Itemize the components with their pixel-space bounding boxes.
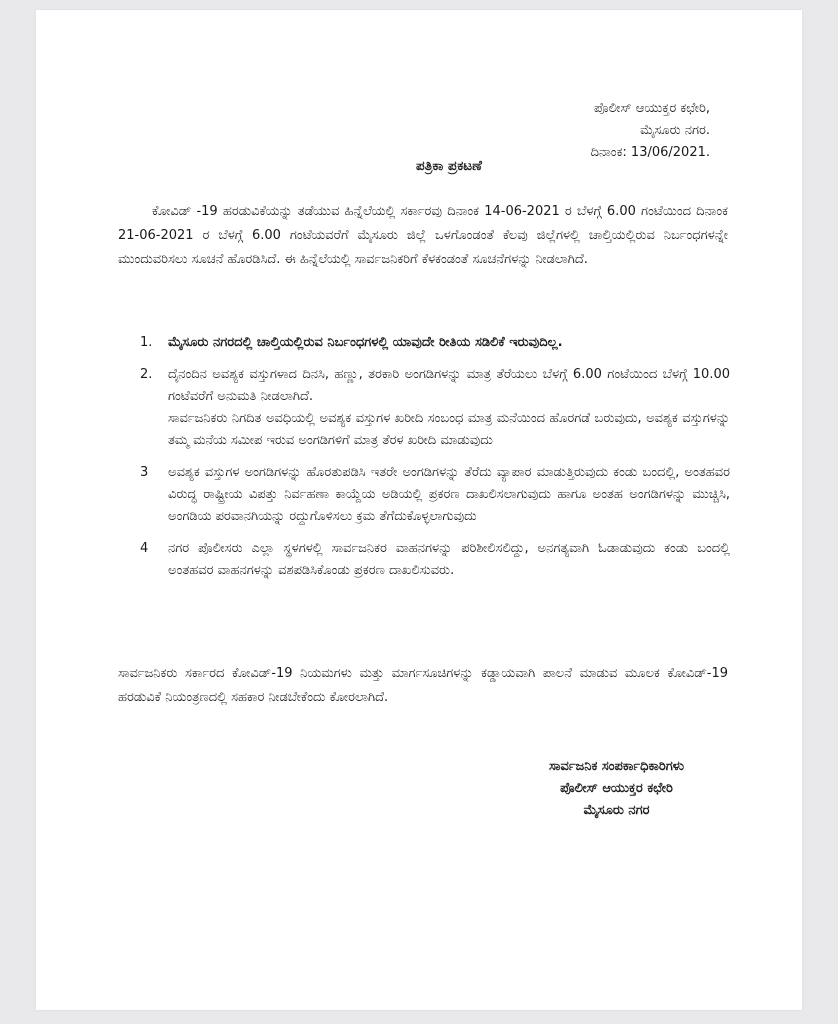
closing-paragraph: ಸಾರ್ವಜನಿಕರು ಸರ್ಕಾರದ ಕೋವಿಡ್-19 ನಿಯಮಗಳು ಮತ್ತು ಮಾರ್ಗಸೂಚಿಗಳನ್ನು ಕಡ್ಡಾಯವಾಗಿ ಪಾಲನೆ ಮಾಡುವ ಮೂಲಕ ಕೋವಿಡ್-19 ಹರಡುವಿಕೆ ನಿಯಂತ್ರಣದಲ್ಲಿ ಸಹಕಾರ ನೀಡಬೇಕೆಂದು ಕೋರಲಾಗಿದೆ. bbox=[118, 666, 728, 705]
item-text: ನಗರ ಪೊಲೀಸರು ಎಲ್ಲಾ ಸ್ಥಳಗಳಲ್ಲಿ ಸಾರ್ವಜನಿಕರ ವಾಹನಗಳನ್ನು ಪರಿಶೀಲಿಸಲಿದ್ದು, ಅನಗತ್ಯವಾಗಿ ಓಡಾಡುವುದು ಕಂಡು ಬಂದಲ್ಲಿ ಅಂತಹವರ ವಾಹನಗಳನ್ನು ವಶಪಡಿಸಿಕೊಂಡು ಪ್ರಕರಣ ದಾಖಲಿಸುವರು. bbox=[168, 541, 730, 578]
list-item bbox=[118, 462, 730, 528]
item-number: 1. bbox=[140, 335, 153, 350]
intro-paragraph: ಕೋವಿಡ್ -19 ಹರಡುವಿಕೆಯನ್ನು ತಡೆಯುವ ಹಿನ್ನೆಲೆಯಲ್ಲಿ ಸರ್ಕಾರವು ದಿನಾಂಕ 14-06-2021 ರ ಬೆಳಗ್ಗೆ 6.00 ಗಂಟೆಯಿಂದ ದಿನಾಂಕ 21-06-2021 ರ ಬೆಳಗ್ಗೆ 6.00 ಗಂಟೆಯವರೆಗೆ ಮೈಸೂರು ಜಿಲ್ಲೆ ಒಳಗೊಂಡಂತೆ ಕೆಲವು ಜಿಲ್ಲೆಗಳಲ್ಲಿ ಚಾಲ್ತಿಯಲ್ಲಿರುವ ನಿರ್ಬಂಧಗಳನ್ನೇ ಮುಂದುವರಿಸಲು ಸೂಚನೆ ಹೊರಡಿಸಿದೆ. ಈ ಹಿನ್ನೆಲೆಯಲ್ಲಿ ಸಾರ್ವಜನಿಕರಿಗೆ ಕೆಳಕಂಡಂತೆ ಸೂಚನೆಗಳನ್ನು ನೀಡಲಾಗಿದೆ. bbox=[118, 204, 728, 267]
list-item bbox=[118, 364, 730, 452]
item-text: ಮೈಸೂರು ನಗರದಲ್ಲಿ ಚಾಲ್ತಿಯಲ್ಲಿರುವ ನಿರ್ಬಂಧಗಳಲ್ಲಿ ಯಾವುದೇ ರೀತಿಯ ಸಡಿಲಿಕೆ ಇರುವುದಿಲ್ಲ. bbox=[168, 335, 563, 350]
office-address bbox=[591, 98, 710, 164]
document-page bbox=[36, 10, 802, 1010]
list-item bbox=[118, 538, 730, 582]
item-number: 2. bbox=[140, 367, 153, 382]
signatory-city: ಮೈಸೂರು ನಗರ bbox=[583, 803, 650, 818]
signature-block bbox=[549, 756, 684, 822]
office-name: ಪೊಲೀಸ್ ಆಯುಕ್ತರ ಕಛೇರಿ, bbox=[594, 101, 710, 116]
office-city: ಮೈಸೂರು ನಗರ. bbox=[640, 123, 710, 138]
document-title: ಪತ್ರಿಕಾ ಪ್ರಕಟಣೆ bbox=[416, 158, 482, 174]
item-text: ಅವಶ್ಯಕ ವಸ್ತುಗಳ ಅಂಗಡಿಗಳನ್ನು ಹೊರತುಪಡಿಸಿ ಇತರೇ ಅಂಗಡಿಗಳನ್ನು ತೆರೆದು ವ್ಯಾಪಾರ ಮಾಡುತ್ತಿರುವುದು ಕಂಡು ಬಂದಲ್ಲಿ, ಅಂತಹವರ ವಿರುದ್ಧ ರಾಷ್ಟ್ರೀಯ ವಿಪತ್ತು ನಿರ್ವಹಣಾ ಕಾಯ್ದೆಯ ಅಡಿಯಲ್ಲಿ ಪ್ರಕರಣ ದಾಖಲಿಸಲಾಗುವುದು ಹಾಗೂ ಅಂತಹ ಅಂಗಡಿಗಳನ್ನು ಮುಚ್ಚಿಸಿ, ಅಂಗಡಿಯ ಪರವಾನಗಿಯನ್ನು ರದ್ದುಗೊಳಿಸಲು ಕ್ರಮ ತೆಗೆದುಕೊಳ್ಳಲಾಗುವುದು bbox=[168, 465, 730, 524]
signatory-office: ಪೊಲೀಸ್ ಆಯುಕ್ತರ ಕಛೇರಿ bbox=[560, 781, 673, 796]
item-text-continued: ಸಾರ್ವಜನಿಕರು ನಿಗದಿತ ಅವಧಿಯಲ್ಲಿ ಅವಶ್ಯಕ ವಸ್ತುಗಳ ಖರೀದಿ ಸಂಬಂಧ ಮಾತ್ರ ಮನೆಯಿಂದ ಹೊರಗಡೆ ಬರುವುದು, ಅವಶ್ಯಕ ವಸ್ತುಗಳನ್ನು ತಮ್ಮ ಮನೆಯ ಸಮೀಪ ಇರುವ ಅಂಗಡಿಗಳಿಗೆ ಮಾತ್ರ ತೆರಳ ಖರೀದಿ ಮಾಡುವುದು bbox=[168, 411, 730, 448]
item-text-group bbox=[168, 364, 730, 452]
instruction-list bbox=[118, 332, 730, 592]
document-date: ದಿನಾಂಕ: 13/06/2021. bbox=[590, 145, 710, 160]
list-item bbox=[118, 332, 730, 354]
item-number: 3 bbox=[140, 465, 149, 480]
item-number: 4 bbox=[140, 541, 149, 556]
item-text: ದೈನಂದಿನ ಅವಶ್ಯಕ ವಸ್ತುಗಳಾದ ದಿನಸಿ, ಹಣ್ಣು, ತರಕಾರಿ ಅಂಗಡಿಗಳನ್ನು ಮಾತ್ರ ತೆರೆಯಲು ಬೆಳಗ್ಗೆ 6.00 ಗಂಟೆಯಿಂದ ಬೆಳಗ್ಗೆ 10.00 ಗಂಟೆವರೆಗೆ ಅನುಮತಿ ನೀಡಲಾಗಿದೆ. bbox=[168, 367, 730, 404]
signatory-title: ಸಾರ್ವಜನಿಕ ಸಂಪರ್ಕಾಧಿಕಾರಿಗಳು bbox=[548, 759, 684, 774]
